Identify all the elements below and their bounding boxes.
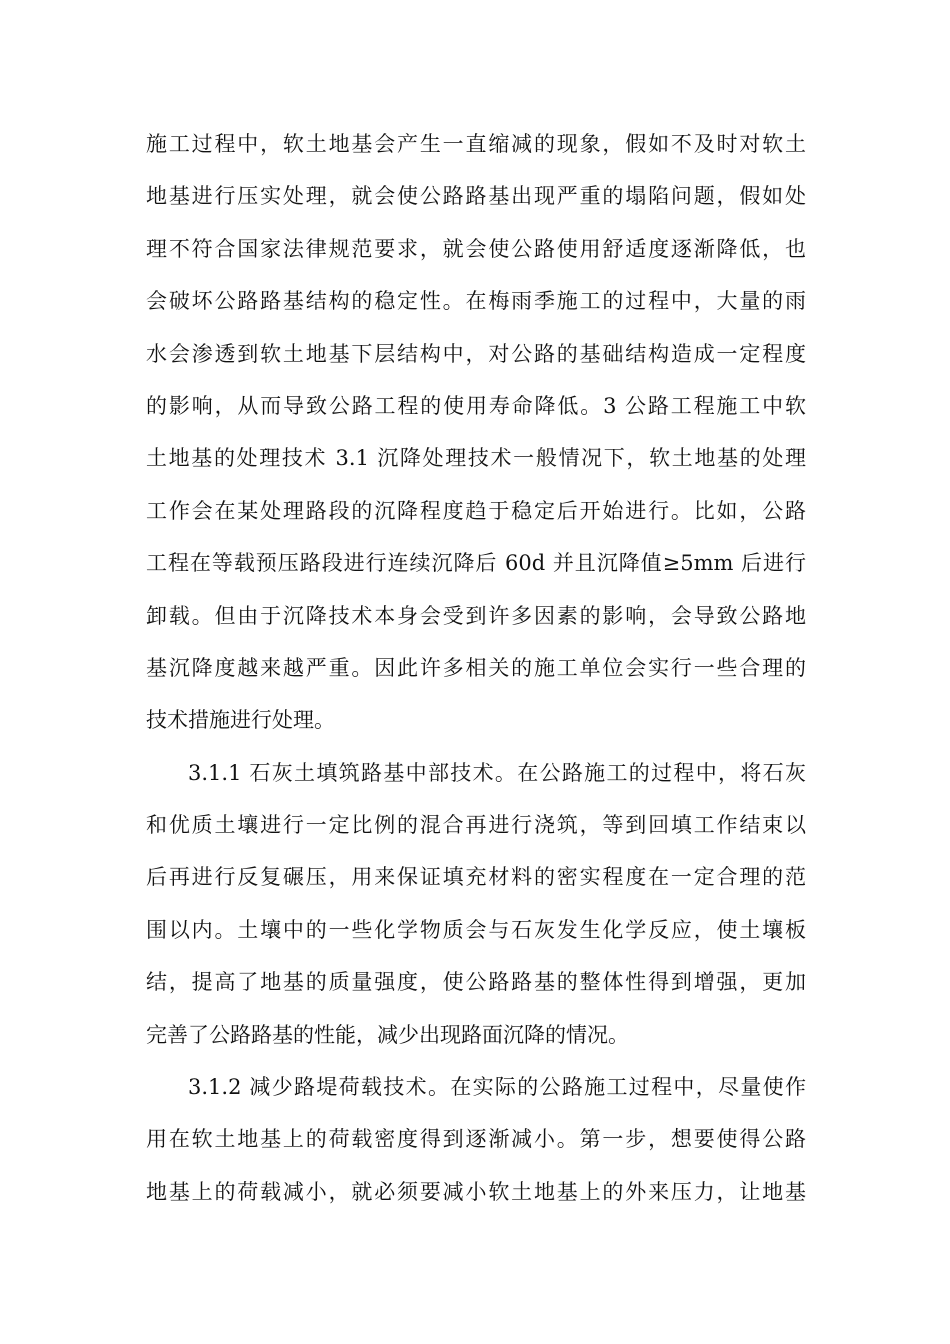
text-line: 会破坏公路路基结构的稳定性。在梅雨季施工的过程中，大量的雨 <box>146 289 806 314</box>
text-line: 完善了公路路基的性能，减少出现路面沉降的情况。 <box>146 1022 629 1047</box>
body-text <box>146 118 806 1218</box>
text-line: 后再进行反复碾压，用来保证填充材料的密实程度在一定合理的范 <box>146 865 806 890</box>
text-line: 施工过程中，软土地基会产生一直缩减的现象，假如不及时对软土 <box>146 132 806 156</box>
text-line: 工程在等载预压路段进行连续沉降后 60d 并且沉降值≥5mm 后进行 <box>146 551 806 576</box>
text-line: 理不符合国家法律规范要求，就会使公路使用舒适度逐渐降低，也 <box>146 236 806 261</box>
text-line: 3.1.2 减少路堤荷载技术。在实际的公路施工过程中，尽量使作 <box>188 1075 806 1100</box>
text-line: 围以内。土壤中的一些化学物质会与石灰发生化学反应，使土壤板 <box>146 917 806 942</box>
text-line: 的影响，从而导致公路工程的使用寿命降低。3 公路工程施工中软 <box>146 393 806 418</box>
text-line: 和优质土壤进行一定比例的混合再进行浇筑，等到回填工作结束以 <box>146 813 806 838</box>
text-line: 用在软土地基上的荷载密度得到逐渐减小。第一步，想要使得公路 <box>146 1127 806 1152</box>
text-line: 土地基的处理技术 3.1 沉降处理技术一般情况下，软土地基的处理 <box>146 446 806 471</box>
text-line: 地基进行压实处理，就会使公路路基出现严重的塌陷问题，假如处 <box>146 184 806 209</box>
text-line: 基沉降度越来越严重。因此许多相关的施工单位会实行一些合理的 <box>146 655 806 680</box>
text-line: 卸载。但由于沉降技术本身会受到许多因素的影响，会导致公路地 <box>146 603 806 628</box>
text-line: 水会渗透到软土地基下层结构中，对公路的基础结构造成一定程度 <box>146 341 806 366</box>
text-line: 3.1.1 石灰土填筑路基中部技术。在公路施工的过程中，将石灰 <box>188 760 806 785</box>
text-line: 结，提高了地基的质量强度，使公路路基的整体性得到增强，更加 <box>146 970 806 995</box>
text-line: 技术措施进行处理。 <box>146 708 335 733</box>
text-line: 工作会在某处理路段的沉降程度趋于稳定后开始进行。比如，公路 <box>146 498 806 523</box>
text-line: 地基上的荷载减小，就必须要减小软土地基上的外来压力，让地基 <box>146 1179 806 1204</box>
